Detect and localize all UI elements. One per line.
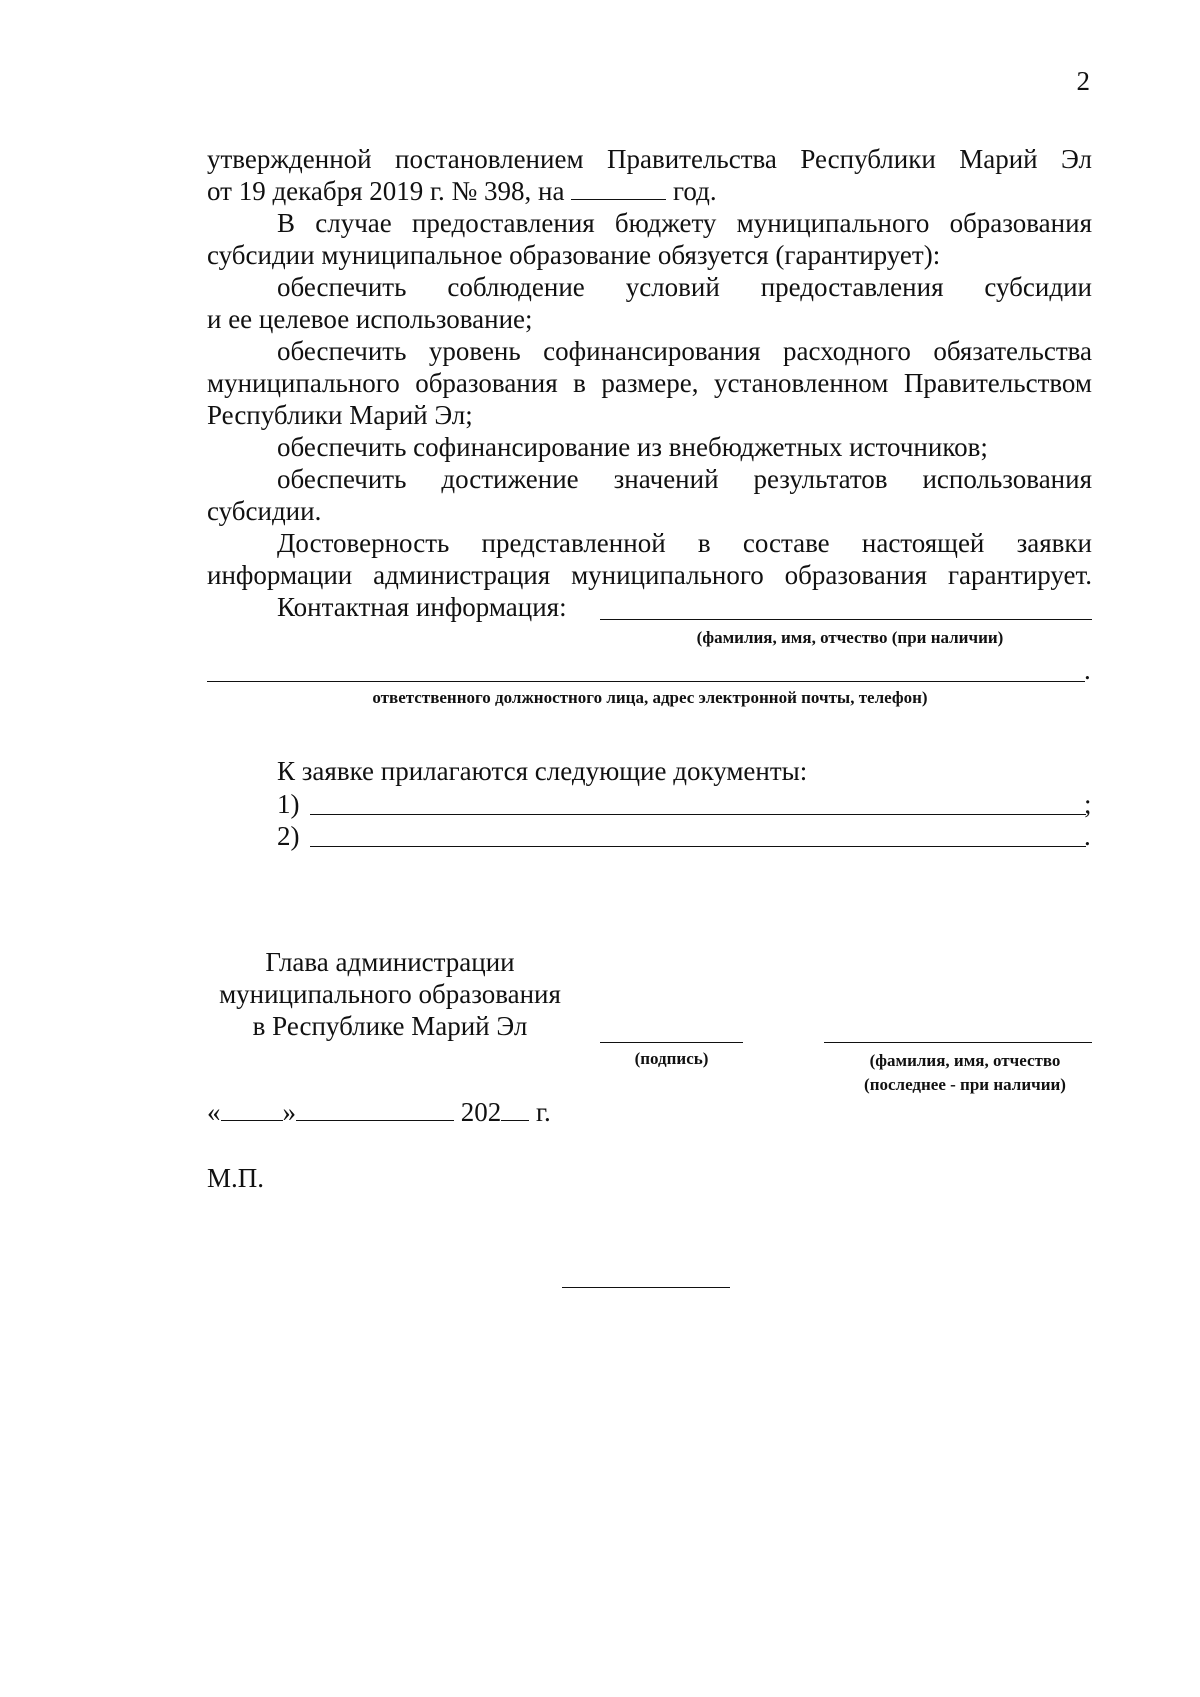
- month-blank[interactable]: [296, 1100, 454, 1121]
- text-line: информации администрация муниципального образования гарантирует.: [207, 560, 1092, 590]
- text-line: от 19 декабря 2019 г. № 398, на год.: [207, 176, 717, 206]
- attachment-end-1: ;: [1084, 789, 1092, 819]
- end-separator: [562, 1287, 730, 1288]
- text-line: субсидии муниципальное образование обязуется (гарантирует):: [207, 240, 941, 270]
- text-line: утвержденной постановлением Правительства Республики Марий Эл: [207, 144, 1092, 174]
- text-line: обеспечить соблюдение условий предоставления субсидии: [277, 272, 1092, 302]
- attachment-line-1[interactable]: [310, 814, 1086, 815]
- signature-line[interactable]: [600, 1042, 743, 1043]
- day-blank[interactable]: [221, 1100, 283, 1121]
- attachment-number-1: 1): [277, 789, 300, 819]
- signatory-title: [200, 946, 580, 1042]
- attachments-heading: К заявке прилагаются следующие документы:: [277, 756, 808, 786]
- signature-hint: (подпись): [634, 1049, 709, 1068]
- contact-details-line[interactable]: [207, 681, 1085, 682]
- text-line: Достоверность представленной в составе настоящей заявки: [277, 528, 1092, 558]
- signatory-title-line: муниципального образования: [219, 979, 561, 1009]
- page-number: 2: [1076, 66, 1090, 96]
- stamp-placeholder: М.П.: [207, 1163, 265, 1193]
- attachment-number-2: 2): [277, 821, 300, 851]
- body-text: [207, 143, 1092, 591]
- contact-line-end: .: [1084, 655, 1091, 685]
- text-line: обеспечить достижение значений результатов использования: [277, 464, 1092, 494]
- attachment-line-2[interactable]: [310, 846, 1086, 847]
- signatory-name-hint: (фамилия, имя, отчество (последнее - при наличии): [864, 1051, 1066, 1094]
- text-line: Республики Марий Эл;: [207, 400, 473, 430]
- text-line: субсидии.: [207, 496, 322, 526]
- attachment-end-2: .: [1084, 821, 1091, 851]
- contact-hint-name: (фамилия, имя, отчество (при наличии): [696, 628, 1004, 647]
- text-line: обеспечить уровень софинансирования расходного обязательства: [277, 336, 1092, 366]
- text-line: В случае предоставления бюджету муниципального образования: [277, 208, 1092, 238]
- contact-label: Контактная информация:: [277, 592, 567, 622]
- text-line: и ее целевое использование;: [207, 304, 533, 334]
- contact-hint-details: ответственного должностного лица, адрес электронной почты, телефон): [372, 688, 928, 707]
- text-line: муниципального образования в размере, установленном Правительством: [207, 368, 1092, 398]
- text-line: обеспечить софинансирование из внебюджетных источников;: [277, 432, 988, 462]
- signatory-title-line: Глава администрации: [265, 947, 515, 977]
- contact-name-line[interactable]: [600, 619, 1092, 620]
- date-line: « » 202 г.: [207, 1097, 551, 1127]
- signatory-name-line[interactable]: [824, 1042, 1092, 1043]
- year-blank: [571, 179, 666, 200]
- year-digit-blank[interactable]: [501, 1100, 529, 1121]
- signatory-title-line: в Республике Марий Эл: [252, 1011, 528, 1041]
